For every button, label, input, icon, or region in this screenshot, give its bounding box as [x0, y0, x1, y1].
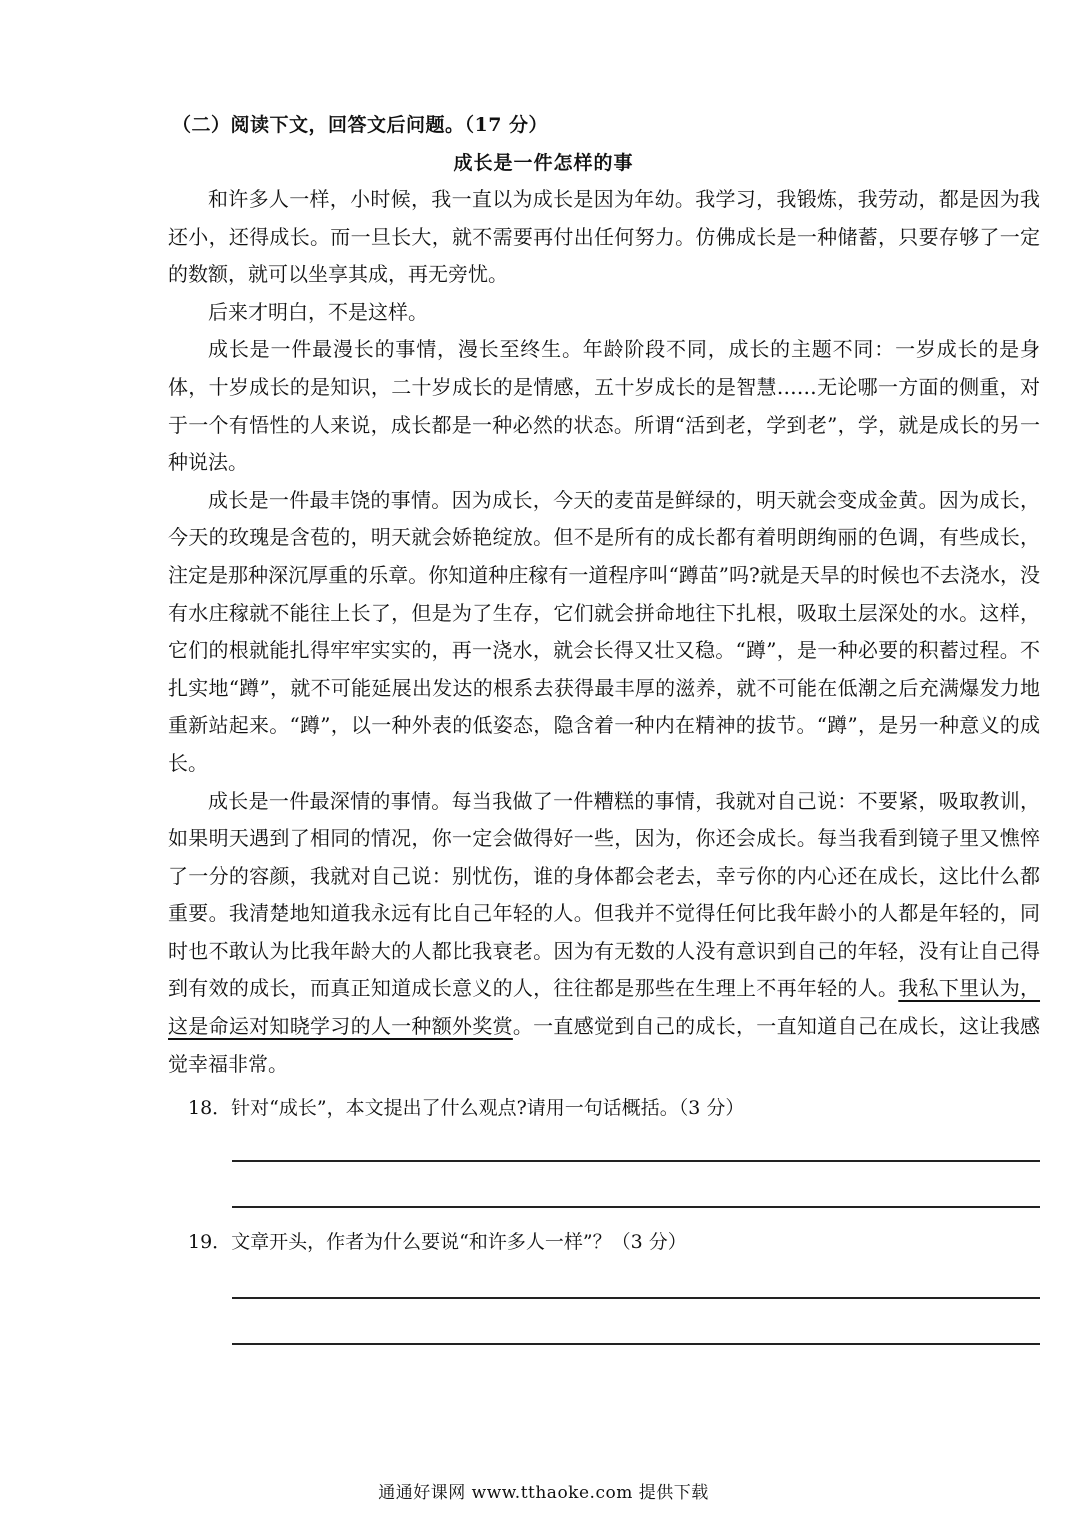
article-body	[168, 181, 1040, 1083]
section-heading: （二）阅读下文，回答文后问题。（17 分）	[172, 114, 549, 136]
paragraph-1: 和许多人一样，小时候，我一直以为成长是因为年幼。我学习，我锻炼，我劳动，都是因为我还小，还得成长。而一旦长大，就不需要再付出任何努力。仿佛成长是一种储蓄，只要存够了一定的数额，就可以坐享其成，再无旁忧。	[168, 187, 1040, 287]
paragraph-3: 成长是一件最漫长的事情，漫长至终生。年龄阶段不同，成长的主题不同：一岁成长的是身体，十岁成长的是知识，二十岁成长的是情感，五十岁成长的是智慧……无论哪一方面的侧重，对于一个有悟性的人来说，成长都是一种必然的状态。所谓“活到老，学到老”，学，就是成长的另一种说法。	[168, 337, 1040, 475]
paragraph-2: 后来才明白，不是这样。	[208, 299, 428, 324]
answer-line-18-1[interactable]	[232, 1160, 1040, 1162]
article-title: 成长是一件怎样的事	[453, 152, 634, 174]
answer-line-18-2[interactable]	[232, 1206, 1040, 1208]
paragraph-5-text-after: 。一直感觉到自己的成长，一直知道自己在成长，这让我感觉幸福非常。	[168, 1014, 1041, 1076]
paragraph-4: 成长是一件最丰饶的事情。因为成长，今天的麦苗是鲜绿的，明天就会变成金黄。因为成长，今天的玫瑰是含苞的，明天就会娇艳绽放。但不是所有的成长都有着明朗绚丽的色调，有些成长，注定是那种深沉厚重的乐章。你知道种庄稼有一道程序叫“蹲苗”吗?就是天旱的时候也不去浇水，没有水庄稼就不能往上长了，但是为了生存，它们就会拼命地往下扎根，吸取土层深处的水。这样，它们的根就能扎得牢牢实实的，再一浇水，就会长得又壮又稳。“蹲”，是一种必要的积蓄过程。不扎实地“蹲”，就不可能延展出发达的根系去获得最丰厚的滋养，就不可能在低潮之后充满爆发力地重新站起来。“蹲”，以一种外表的低姿态，隐含着一种内在精神的拔节。“蹲”，是另一种意义的成长。	[168, 487, 1040, 775]
paragraph-5-text-before: 成长是一件最深情的事情。每当我做了一件糟糕的事情，我就对自己说：不要紧，吸取教训，如果明天遇到了相同的情况，你一定会做得好一些，因为，你还会成长。每当我看到镜子里又憔悴了一分的容颜，我就对自己说：别忧伤，谁的身体都会老去，幸亏你的内心还在成长，这比什么都重要。我清楚地知道我永远有比自己年轻的人。但我并不觉得任何比我年龄小的人都是年轻的，同时也不敢认为比我年龄大的人都比我衰老。因为有无数的人没有意识到自己的年轻，没有让自己得到有效的成长，而真正知道成长意义的人，往往都是那些在生理上不再年轻的人。	[168, 788, 1040, 1001]
answer-line-19-2[interactable]	[232, 1343, 1040, 1345]
footer-source: 通通好课网 www.tthaoke.com 提供下载	[378, 1483, 709, 1503]
paragraph-5	[168, 783, 1040, 1084]
underlined-sentence: 我私下里认为，这是命运对知晓学习的人一种额外奖赏	[168, 976, 1041, 1039]
answer-line-19-1[interactable]	[232, 1297, 1040, 1299]
question-18: 18．针对“成长”，本文提出了什么观点?请用一句话概括。（3 分）	[188, 1097, 745, 1119]
question-19: 19．文章开头，作者为什么要说“和许多人一样”？（3 分）	[188, 1231, 687, 1253]
